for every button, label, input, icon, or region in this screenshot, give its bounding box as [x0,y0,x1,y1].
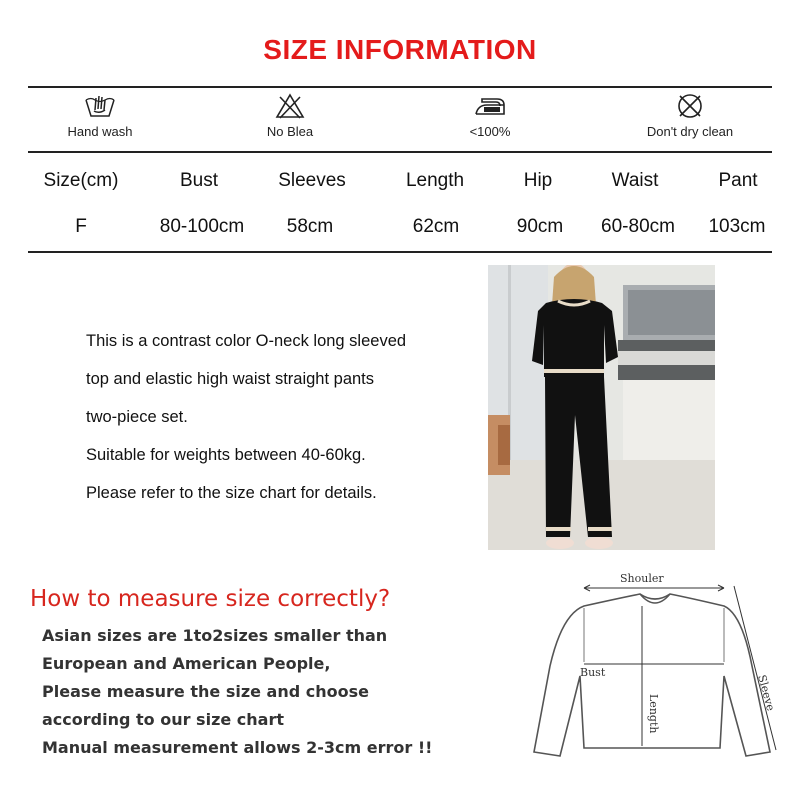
size-header-cell: Pant [718,170,758,191]
description-line: Please refer to the size chart for details. [86,484,377,502]
size-header-cell: Hip [523,170,553,191]
description-line: This is a contrast color O-neck long sleeved [86,332,407,350]
care-no-bleach [210,92,370,139]
size-value-cell: 60-80cm [601,216,675,237]
note-line: according to our size chart [42,710,285,729]
description-line: Suitable for weights between 40-60kg. [86,446,366,464]
size-header-cell: Waist [611,170,659,191]
size-value-cell: 80-100cm [159,216,245,237]
product-photo [488,265,715,550]
note-line: Manual measurement allows 2-3cm error !! [42,738,433,757]
length-label: Length [647,694,660,734]
size-header-cell: Size(cm) [43,170,119,191]
divider-bottom [28,251,772,253]
size-value-cell: 103cm [708,216,766,237]
description-line: top and elastic high waist straight pants [86,370,375,388]
shoulder-label: Shouler [620,572,664,585]
model-image [488,265,715,550]
size-value-cell: 90cm [516,216,564,237]
product-description [86,322,476,512]
size-value-cell: F [75,216,87,237]
divider-middle [28,151,772,153]
sweater-outline [520,566,790,786]
care-no-dry-clean [610,92,770,139]
care-iron [410,92,570,139]
size-value-cell: 58cm [286,216,334,237]
no-bleach-icon [275,92,305,120]
size-header-cell: Length [405,170,465,191]
note-line: European and American People, [42,654,331,673]
care-label: Hand wash [67,124,133,139]
no-dry-clean-icon [675,92,705,120]
note-line: Asian sizes are 1to2sizes smaller than [42,626,388,645]
size-value-cell: 62cm [412,216,460,237]
care-instructions [28,92,772,146]
care-label: <100% [469,124,511,139]
measurement-notes [42,622,432,762]
hand-wash-icon [83,92,117,120]
sleeve-label: Sleeve [755,673,778,713]
how-to-measure-title: How to measure size correctly? [30,586,391,612]
divider-top [28,86,772,88]
care-label: Don't dry clean [646,124,734,139]
care-hand-wash [20,92,180,139]
iron-icon [470,92,510,120]
care-label: No Blea [266,124,314,139]
measurement-diagram [520,566,790,786]
size-header-cell: Bust [179,170,219,191]
note-line: Please measure the size and choose [42,682,369,701]
bust-label: Bust [580,666,606,679]
page-title: SIZE INFORMATION [263,34,537,65]
size-header-cell: Sleeves [278,170,346,191]
description-line: two-piece set. [86,408,188,426]
